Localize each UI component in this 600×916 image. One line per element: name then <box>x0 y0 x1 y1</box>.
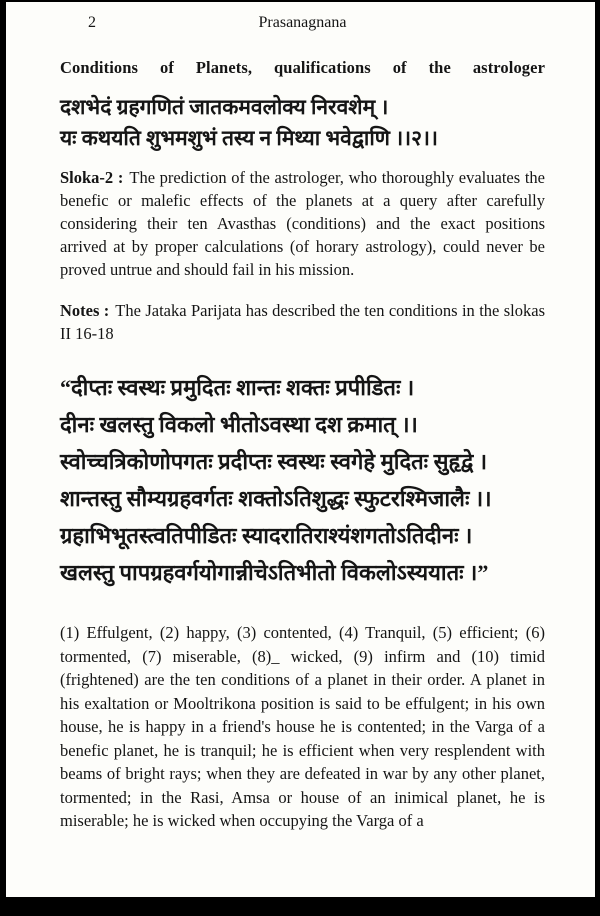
quoted-verse-line: दीनः खलस्तु विकलो भीतोऽवस्था दश क्रमात् ।। <box>60 412 418 437</box>
running-title: Prasanagnana <box>258 14 347 31</box>
notes-text: The Jataka Parijata has described the ten conditions in the slokas II 16-18 <box>60 301 545 343</box>
quoted-verse-line: खलस्तु पापग्रहवर्गयोगान्नीचेऽतिभीतो विकलोऽस्ययातः ।” <box>60 560 489 585</box>
section-heading: Conditions of Planets, qualifications of the astrologer <box>60 58 545 77</box>
page-header <box>60 14 545 36</box>
conditions-paragraph: (1) Effulgent, (2) happy, (3) contented, (4) Tranquil, (5) efficient; (6) tormented, (7) miserable, (8)_ wicked, (9) infirm and (10) timid (frightened) are the ten conditions of a planet in their order. A planet in his exaltation or Mooltrikona position is said to be effulgent; in his own house, he is happy in a friend's house he is contented; in the Varga of a benefic planet, he is tranquil; he is efficient when very resplendent with beams of bright rays; when they are defeated in war by any other planet, tormented; in the Rasi, Amsa or house of an inimical planet, he is miserable; he is wicked when occupying the Varga of a <box>60 623 545 830</box>
quoted-verse-line: शान्तस्तु सौम्यग्रहवर्गतः शक्तोऽतिशुद्धः स्फुटरश्मिजालैः ।। <box>60 486 492 511</box>
sloka-label: Sloka-2 : <box>60 168 124 187</box>
sloka-text: The prediction of the astrologer, who thoroughly evaluates the benefic or malefic effects of the planets at a query after carefully considering their ten Avasthas (conditions) and the exact positions arrived at by proper calculations (of horary astrology), could never be proved untrue and should fail in his mission. <box>60 168 545 279</box>
sloka-paragraph <box>60 166 545 281</box>
notes-paragraph <box>60 299 545 345</box>
quoted-verse <box>60 369 545 591</box>
quoted-verse-line: “दीप्तः स्वस्थः प्रमुदितः शान्तः शक्तः प्रपीडितः । <box>60 375 415 400</box>
page-number: 2 <box>88 14 96 31</box>
opening-verse-line: दशभेदं ग्रहगणितं जातकमवलोक्य निरवशेम् । <box>60 95 389 119</box>
book-page <box>6 2 595 897</box>
quoted-verse-line: स्वोच्चत्रिकोणोपगतः प्रदीप्तः स्वस्थः स्वगेहे मुदितः सुहृद्वे । <box>60 449 488 474</box>
page-content <box>6 2 595 833</box>
opening-verse-line: यः कथयति शुभमशुभं तस्य न मिथ्या भवेद्वाणि ।।२।। <box>60 126 438 150</box>
notes-label: Notes : <box>60 301 110 320</box>
quoted-verse-line: ग्रहाभिभूतस्त्वतिपीडितः स्यादरातिराश्यंशगतोऽतिदीनः । <box>60 523 473 548</box>
opening-verse <box>60 92 545 154</box>
